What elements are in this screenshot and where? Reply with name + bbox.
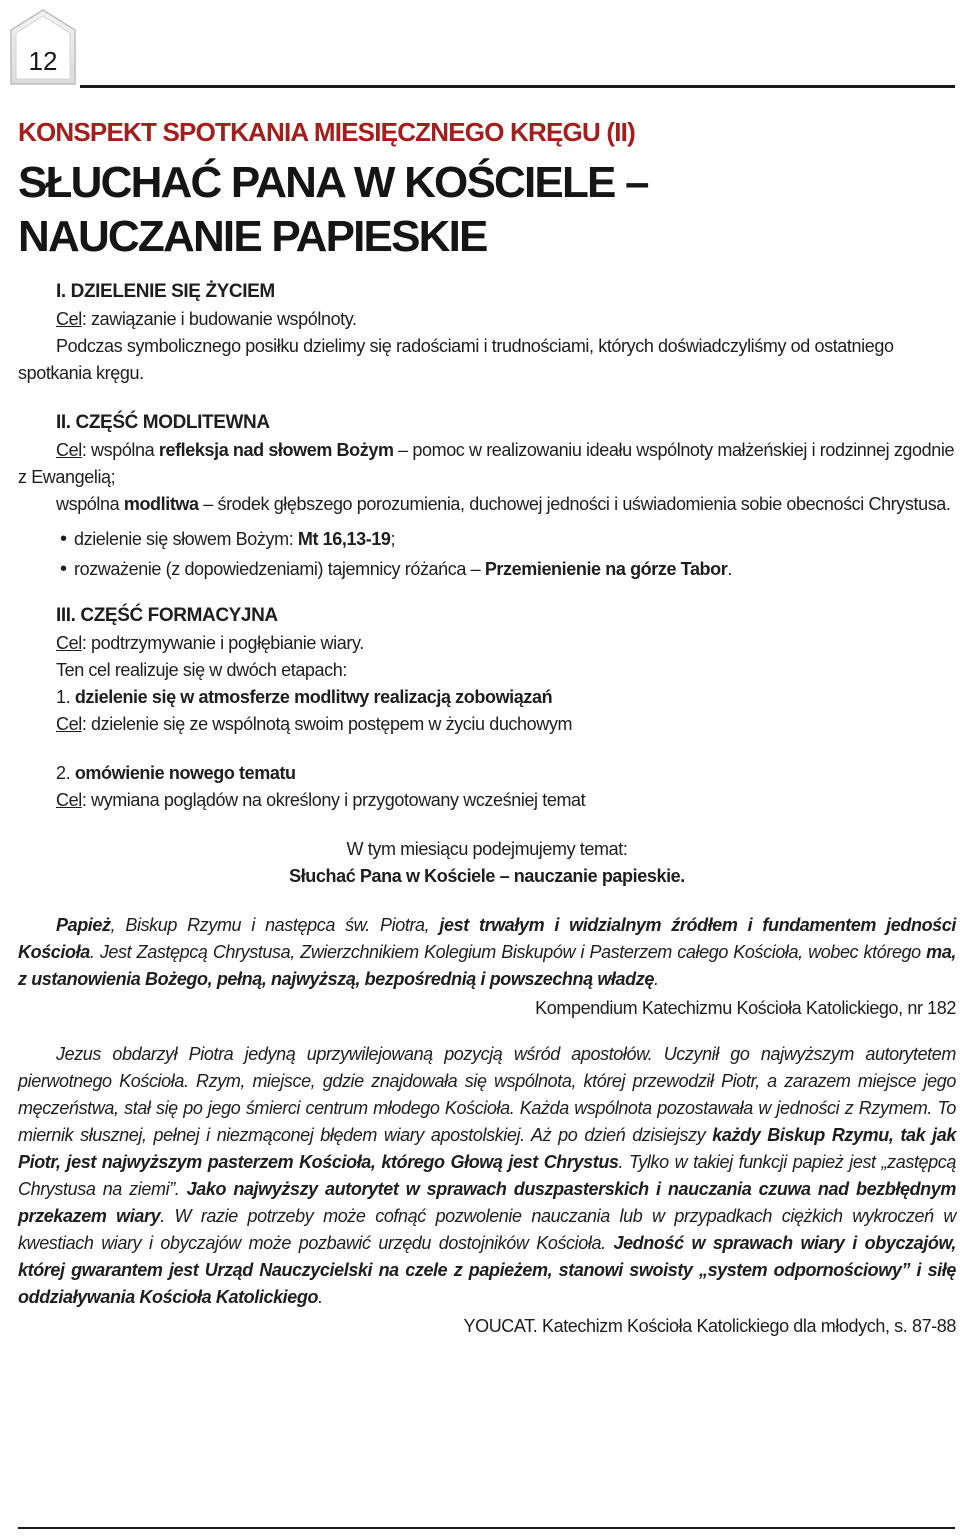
goal-label: Cel: [56, 633, 82, 653]
section-2-bullets: [18, 524, 956, 584]
quote-compendium-source: Kompendium Katechizmu Kościoła Katolickiego, nr 182: [535, 998, 956, 1018]
goal-text: : wymiana poglądów na określony i przygotowany wcześniej temat: [81, 790, 586, 810]
topic-title: Słuchać Pana w Kościele – nauczanie papieskie.: [289, 866, 685, 886]
prayer-text: wspólna: [56, 494, 124, 514]
bullet-icon: •: [60, 528, 67, 550]
quote-compendium-text: [18, 912, 956, 993]
page-number-badge: [7, 8, 77, 88]
bullet-icon: •: [60, 558, 67, 580]
quote-youcat: [18, 1041, 956, 1341]
list-item: [18, 524, 956, 554]
section-2-prayer-line: [18, 491, 956, 518]
section-1-body: Podczas symbolicznego posiłku dzielimy się radościami i trudnościami, których doświadczyliśmy od ostatniego spotkania kręgu.: [18, 336, 894, 383]
prayer-text: – środek głębszego porozumienia, duchowej jedności i uświadomienia sobie obecności Chrystusa.: [198, 494, 951, 514]
section-2-goal: [18, 437, 956, 491]
section-1-goal: [56, 306, 956, 333]
goal-label: Cel: [56, 790, 82, 810]
goal-label: Cel: [56, 714, 82, 734]
goal-text: : wspólna: [81, 440, 159, 460]
step-number: 2.: [56, 763, 75, 783]
quote-text: .: [653, 969, 659, 989]
step-title: omówienie nowego tematu: [74, 763, 296, 783]
quote-emphasis: ma, z ustanowienia Bożego, pełną, najwyższą, bezpośrednią i powszechną władzę: [18, 942, 956, 989]
list-item: [18, 554, 956, 584]
section-1: [18, 278, 956, 333]
topic-intro: W tym miesiącu podejmujemy temat:: [346, 839, 628, 859]
document-body: [18, 112, 956, 1341]
step-1-goal: [56, 711, 956, 738]
header-rule: [80, 85, 955, 88]
quote-text: . W razie potrzeby może cofnąć pozwolenie nauczania lub w przypadkach ciężkich wykroczeń w kwestiach wiary i obyczajów może pozbawić urzędu dostojników Kościoła.: [18, 1206, 957, 1253]
quote-youcat-source: YOUCAT. Katechizm Kościoła Katolickiego dla młodych, s. 87-88: [463, 1316, 956, 1336]
goal-label: Cel: [56, 309, 82, 329]
quote-text: . Jest Zastępcą Chrystusa, Zwierzchnikiem Kolegium Biskupów i Pasterzem całego Kościoła, wobec którego: [89, 942, 927, 962]
section-2-heading: II. CZĘŚĆ MODLITEWNA: [56, 412, 270, 433]
goal-text: : zawiązanie i budowanie wspólnoty.: [81, 309, 357, 329]
step-title: dzielenie się w atmosferze modlitwy realizacją zobowiązań: [74, 687, 553, 707]
quote-emphasis: Jedność w sprawach wiary i obyczajów, której gwarantem jest Urząd Nauczycielski na czele z papieżem, stanowi swoisty „system odpornościowy” i siłę oddziaływania Kościoła Katolickiego: [18, 1233, 956, 1307]
goal-text: : podtrzymywanie i pogłębianie wiary.: [81, 633, 364, 653]
document-kicker: KONSPEKT SPOTKANIA MIESIĘCZNEGO KRĘGU (II): [18, 117, 635, 147]
step-2-goal: [56, 787, 956, 814]
footer-rule: [18, 1527, 955, 1529]
step-2-title: [56, 760, 956, 787]
quote-text: . Tylko w takiej funkcji papież jest „zastępcą Chrystusa na ziemi”.: [18, 1152, 956, 1199]
goal-text: – pomoc w realizowaniu ideału wspólnoty małżeńskiej i rodzinnej zgodnie z Ewangelią;: [18, 440, 955, 487]
quote-text: .: [318, 1287, 323, 1307]
quote-compendium: [18, 912, 956, 1023]
section-2: [18, 409, 956, 584]
bullet-text: dzielenie się słowem Bożym:: [74, 529, 298, 549]
topic-announcement: [18, 836, 956, 890]
goal-label: Cel: [56, 440, 82, 460]
bullet-emphasis: Mt 16,13-19: [297, 529, 391, 549]
page-number: 12: [28, 46, 58, 76]
bullet-emphasis: Przemienienie na górze Tabor: [484, 559, 728, 579]
quote-emphasis: jest trwałym i widzialnym źródłem i fundamentem jedności Kościoła: [18, 915, 957, 962]
bullet-text: rozważenie (z dopowiedzeniami) tajemnicy różańca –: [74, 559, 485, 579]
title-line-2: NAUCZANIE PAPIESKIE: [18, 212, 487, 261]
bullet-text: .: [727, 559, 732, 579]
step-number: 1.: [56, 687, 75, 707]
section-3-intro: Ten cel realizuje się w dwóch etapach:: [56, 660, 347, 680]
quote-youcat-text: [18, 1041, 956, 1311]
goal-text: : dzielenie się ze wspólnotą swoim postępem w życiu duchowym: [81, 714, 573, 734]
step-1-title: [56, 684, 956, 711]
prayer-emphasis: modlitwa: [123, 494, 199, 514]
title-line-1: SŁUCHAĆ PANA W KOŚCIELE –: [18, 158, 648, 207]
quote-emphasis: każdy Biskup Rzymu, tak jak Piotr, jest najwyższym pasterzem Kościoła, którego Głową jest Chrystus: [18, 1125, 956, 1172]
section-3: [18, 602, 956, 814]
document-title: [18, 156, 956, 264]
bullet-text: ;: [390, 529, 396, 549]
quote-text: , Biskup Rzymu i następca św. Piotra,: [110, 915, 440, 935]
quote-text: Jezus obdarzył Piotra jedyną uprzywilejowaną pozycją wśród apostołów. Uczynił go najwyższym autorytetem pierwotnego Kościoła. Rzym, miejsce, gdzie znajdowała się wspólnota, której przewodził Piotr, a zarazem miejsce jego męczeństwa, stał się po jego śmierci centrum młodego Kościoła. Każda wspólnota pozostawała w jedności z Rzymem. To miernik słusznej, pełnej i niezmąconej błędem wiary apostolskiej. Aż po dzień dzisiejszy: [18, 1044, 956, 1145]
section-3-heading: III. CZĘŚĆ FORMACYJNA: [56, 605, 278, 626]
section-1-heading: I. DZIELENIE SIĘ ŻYCIEM: [56, 281, 275, 302]
section-3-goal: [56, 630, 956, 657]
quote-emphasis: Papież: [56, 915, 111, 935]
goal-emphasis: refleksja nad słowem Bożym: [158, 440, 394, 460]
quote-emphasis: Jako najwyższy autorytet w sprawach duszpasterskich i nauczania czuwa nad bezbłędnym przekazem wiary: [18, 1179, 956, 1226]
